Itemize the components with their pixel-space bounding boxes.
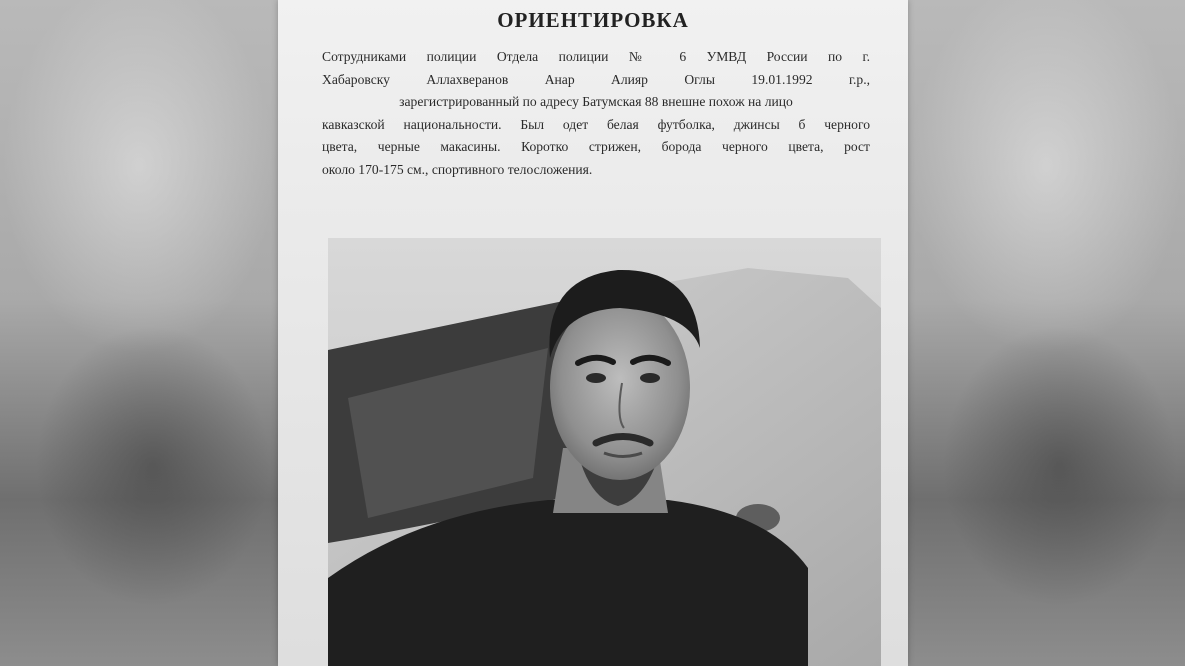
orientation-notice-sheet: [278, 0, 908, 666]
notice-line-6: около 170-175 см., спортивного телосложения.: [322, 161, 593, 177]
suspect-photo: [328, 238, 881, 666]
notice-title: ОРИЕНТИРОВКА: [497, 8, 689, 32]
blurred-background-right: [907, 0, 1185, 666]
notice-line-3: зарегистрированный по адресу Батумская 88 внешне похож на лицо: [399, 94, 793, 109]
notice-line-1: Сотрудниками полиции Отдела полиции № 6 УМВД России по г.: [322, 49, 870, 64]
notice-line-4: кавказской национальности. Был одет белая футболка, джинсы б черного: [322, 116, 870, 132]
suspect-photo-illustration: [328, 238, 881, 666]
notice-description: [322, 46, 870, 181]
notice-line-5: цвета, черные макасины. Коротко стрижен, борода черного цвета, рост: [322, 139, 870, 154]
notice-line-2: Хабаровску Аллахверанов Анар Алияр Оглы 19.01.1992 г.р.,: [322, 71, 870, 87]
blurred-background-left: [0, 0, 278, 666]
